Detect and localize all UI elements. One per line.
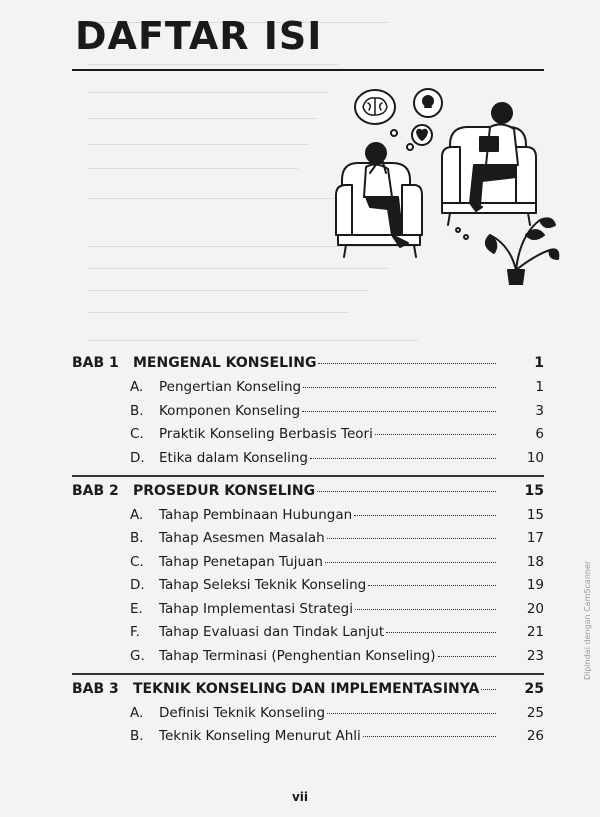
section-title: Definisi Teknik Konseling: [159, 704, 326, 721]
section-letter: A.: [130, 506, 144, 523]
chapter-title: TEKNIK KONSELING DAN IMPLEMENTASINYA: [133, 680, 480, 697]
section-title: Tahap Implementasi Strategi: [159, 600, 353, 617]
chapter-row[interactable]: [72, 681, 544, 705]
section-page: 10: [526, 449, 544, 466]
section-title: Tahap Penetapan Tujuan: [159, 553, 323, 570]
counseling-session-illustration: [330, 85, 560, 285]
section-page: 20: [526, 600, 544, 617]
section-title: Praktik Konseling Berbasis Teori: [159, 426, 373, 442]
section-letter: F.: [130, 624, 140, 640]
scanner-watermark: Dipindai dengan CamScanner: [583, 560, 592, 680]
section-letter: A.: [130, 704, 144, 721]
section-title: Tahap Evaluasi dan Tindak Lanjut: [159, 624, 385, 640]
section-row[interactable]: [72, 705, 544, 729]
section-title: Komponen Konseling: [159, 402, 301, 419]
section-row[interactable]: [72, 403, 544, 427]
chapter-label: BAB 3: [72, 680, 119, 697]
section-row[interactable]: [72, 601, 544, 625]
section-page: 21: [526, 624, 544, 640]
section-title: Etika dalam Konseling: [159, 449, 308, 466]
section-row[interactable]: [72, 507, 544, 531]
section-page: 26: [526, 728, 544, 744]
chapter-divider: [72, 673, 544, 675]
section-title: Pengertian Konseling: [159, 379, 302, 395]
section-row[interactable]: [72, 728, 544, 752]
chapter-page: 1: [534, 355, 544, 371]
page-number: vii: [291, 790, 309, 804]
section-page: 17: [526, 530, 544, 546]
section-row[interactable]: [72, 450, 544, 474]
chapter-row[interactable]: [72, 355, 544, 379]
section-row[interactable]: [72, 648, 544, 672]
section-row[interactable]: [72, 577, 544, 601]
chapter-label: BAB 1: [72, 355, 119, 371]
page-title: DAFTAR ISI: [75, 14, 323, 58]
section-letter: E.: [130, 600, 143, 617]
section-page: 25: [526, 704, 544, 721]
section-page: 15: [526, 506, 544, 523]
section-letter: B.: [130, 530, 144, 546]
section-page: 19: [526, 577, 544, 593]
chapter-title: MENGENAL KONSELING: [133, 355, 317, 371]
section-title: Tahap Terminasi (Penghentian Konseling): [159, 647, 436, 664]
section-title: Teknik Konseling Menurut Ahli: [159, 728, 361, 744]
chapter-label: BAB 2: [72, 482, 119, 499]
section-title: Tahap Pembinaan Hubungan: [159, 506, 353, 523]
section-page: 23: [526, 647, 544, 664]
section-page: 3: [535, 402, 544, 419]
section-title: Tahap Asesmen Masalah: [159, 530, 325, 546]
section-letter: C.: [130, 553, 144, 570]
chapter-page: 25: [524, 680, 544, 697]
chapter-title: PROSEDUR KONSELING: [133, 482, 316, 499]
title-underline: [72, 69, 544, 71]
section-page: 6: [535, 426, 544, 442]
chapter-divider: [72, 475, 544, 477]
section-title: Tahap Seleksi Teknik Konseling: [159, 577, 367, 593]
section-row[interactable]: [72, 554, 544, 578]
section-row[interactable]: [72, 426, 544, 450]
section-row[interactable]: [72, 530, 544, 554]
section-letter: B.: [130, 402, 144, 419]
section-page: 18: [526, 553, 544, 570]
chapter-row[interactable]: [72, 483, 544, 507]
section-letter: D.: [130, 449, 145, 466]
section-row[interactable]: [72, 379, 544, 403]
section-letter: A.: [130, 379, 144, 395]
section-letter: G.: [130, 647, 145, 664]
section-row[interactable]: [72, 624, 544, 648]
section-letter: D.: [130, 577, 145, 593]
section-letter: B.: [130, 728, 144, 744]
chapter-page: 15: [524, 482, 544, 499]
table-of-contents: [72, 355, 544, 752]
section-page: 1: [535, 379, 544, 395]
section-letter: C.: [130, 426, 144, 442]
